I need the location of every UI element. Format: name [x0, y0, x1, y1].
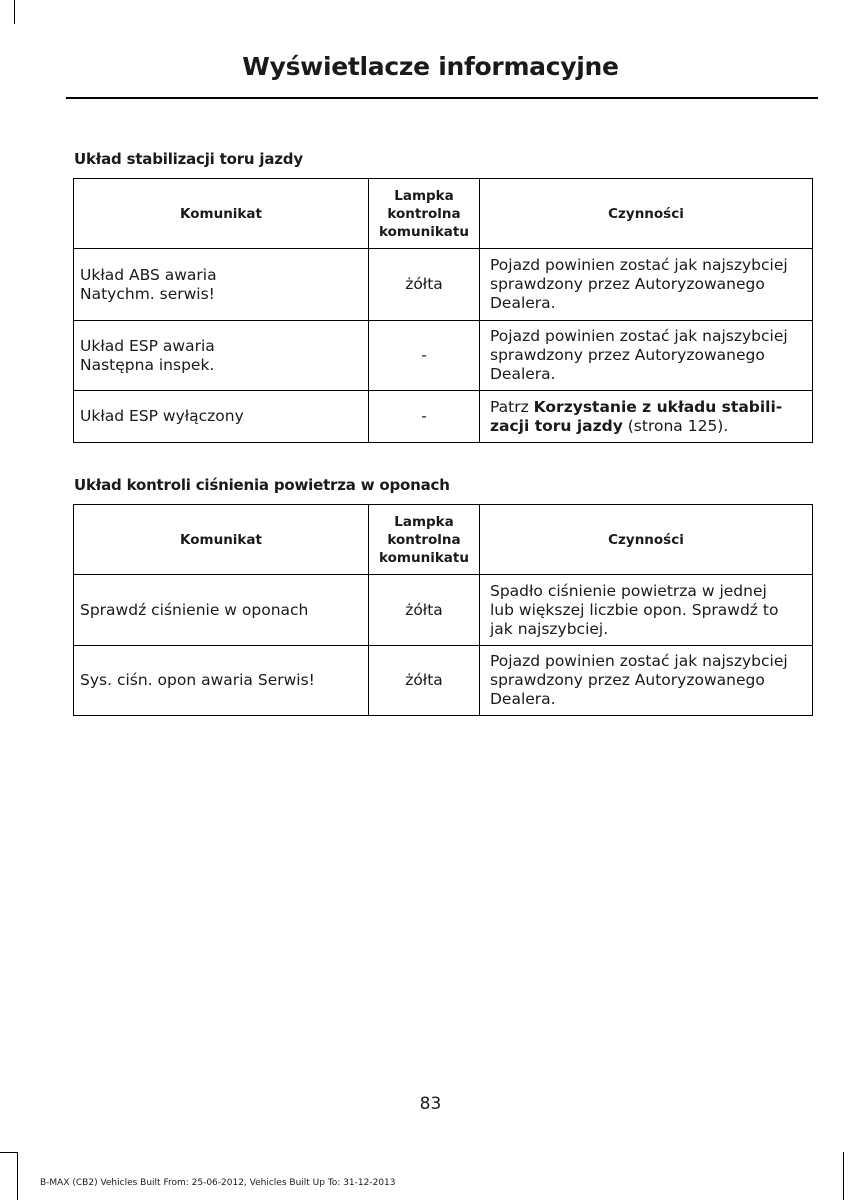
header-czynnosci: Czynności: [480, 179, 813, 249]
crop-mark-bottom-left-vertical: [17, 1152, 18, 1200]
action-cell: Pojazd powinien zostać jak najszybciej sprawdzony przez Autoryzowanego Dealera.: [480, 249, 813, 321]
table-row: [74, 646, 813, 716]
footer-vehicle-info: B-MAX (CB2) Vehicles Built From: 25-06-2012, Vehicles Built Up To: 31-12-2013: [40, 1178, 396, 1188]
lamp-cell: żółta: [369, 249, 480, 321]
message-cell: Układ ESP wyłączony: [74, 391, 369, 443]
lamp-cell: żółta: [369, 575, 480, 646]
message-cell: Sys. ciśn. opon awaria Serwis!: [74, 646, 369, 716]
action-cell: Spadło ciśnienie powietrza w jednej lub większej liczbie opon. Sprawdź to jak najszybciej.: [480, 575, 813, 646]
header-lampka: Lampka kontrolna komunikatu: [369, 505, 480, 575]
page-title: Wyświetlacze informacyjne: [242, 52, 619, 81]
action-cell: Pojazd powinien zostać jak najszybciej sprawdzony przez Autoryzowanego Dealera.: [480, 646, 813, 716]
action-cell: Patrz Korzystanie z układu stabili- zacji toru jazdy (strona 125).: [480, 391, 813, 443]
message-cell: Układ ABS awaria Natychm. serwis!: [74, 249, 369, 321]
lamp-cell: -: [369, 391, 480, 443]
cross-reference-link-cont[interactable]: zacji toru jazdy: [490, 416, 623, 435]
header-czynnosci: Czynności: [480, 505, 813, 575]
lamp-cell: -: [369, 321, 480, 391]
page-number: 83: [419, 1094, 442, 1114]
header-komunikat: Komunikat: [74, 505, 369, 575]
crop-mark-bottom-right: [843, 1152, 844, 1200]
message-cell: Sprawdź ciśnienie w oponach: [74, 575, 369, 646]
table-header-row: [74, 505, 813, 575]
action-cell: Pojazd powinien zostać jak najszybciej sprawdzony przez Autoryzowanego Dealera.: [480, 321, 813, 391]
header-komunikat: Komunikat: [74, 179, 369, 249]
message-cell: Układ ESP awaria Następna inspek.: [74, 321, 369, 391]
table-header-row: [74, 179, 813, 249]
title-divider: [66, 97, 818, 99]
section-heading-stability: Układ stabilizacji toru jazdy: [74, 150, 303, 168]
table-row: [74, 575, 813, 646]
header-lampka: Lampka kontrolna komunikatu: [369, 179, 480, 249]
table-row: [74, 249, 813, 321]
lamp-cell: żółta: [369, 646, 480, 716]
table-row: [74, 391, 813, 443]
crop-mark-bottom-left: [0, 1152, 17, 1153]
table-row: [74, 321, 813, 391]
tpms-table: [73, 504, 813, 716]
stability-table: [73, 178, 813, 443]
crop-mark-top-left: [14, 0, 15, 24]
cross-reference-link[interactable]: Korzystanie z układu stabili-: [533, 397, 783, 416]
section-heading-tpms: Układ kontroli ciśnienia powietrza w oponach: [74, 476, 450, 494]
